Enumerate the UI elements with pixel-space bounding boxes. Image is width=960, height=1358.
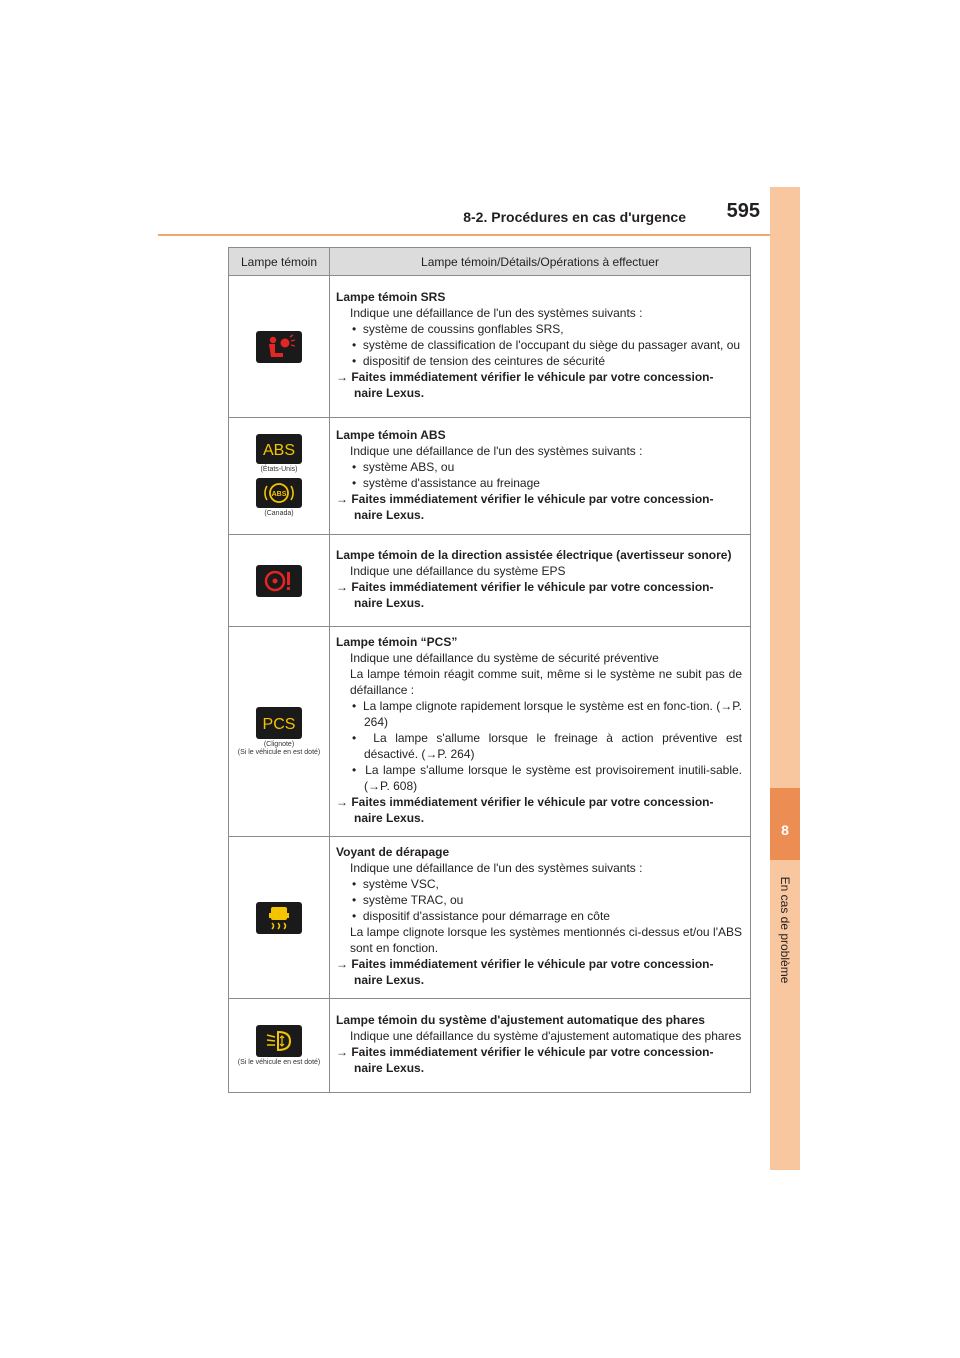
icon-cell <box>229 418 330 535</box>
row-title: Lampe témoin ABS <box>336 427 446 442</box>
table-row <box>229 837 751 999</box>
row-intro: Indique une défaillance de l'un des systèmes suivants : <box>350 861 643 875</box>
row-intro: Indique une défaillance de l'un des systèmes suivants : <box>350 443 643 458</box>
warning-lights-table <box>228 247 751 1093</box>
icon-cell <box>229 276 330 418</box>
table-row <box>229 535 751 627</box>
table-row <box>229 418 751 535</box>
detail-cell <box>330 837 751 999</box>
row-title: Lampe témoin “PCS” <box>336 635 458 649</box>
section-title: 8-2. Procédures en cas d'urgence <box>463 209 686 225</box>
svg-text:ABS: ABS <box>262 442 296 459</box>
table-row <box>229 627 751 837</box>
icon-caption: (Canada) <box>264 510 294 517</box>
table-row <box>229 999 751 1093</box>
row-intro: Indique une défaillance de l'un des systèmes suivants : <box>350 306 643 320</box>
row-title: Lampe témoin de la direction assistée électrique (avertisseur sonore) <box>336 548 732 562</box>
chapter-label: En cas de problème <box>778 876 792 984</box>
icon-cell <box>229 535 330 627</box>
list-item: • La lampe s'allume lorsque le freinage à action préventive est désactivé. (→P. 264) <box>352 731 742 761</box>
icon-cell <box>229 999 330 1093</box>
detail-cell <box>330 276 751 418</box>
list-item: • système ABS, ou <box>352 459 455 474</box>
row-text: La lampe clignote lorsque les systèmes mentionnés ci-dessus et/ou l'ABS sont en fonction. <box>350 925 742 955</box>
action-instruction: → Faites immédiatement vérifier le véhicule par votre concession-naire Lexus. <box>336 795 714 825</box>
list-item: • système TRAC, ou <box>352 893 464 907</box>
row-text: La lampe témoin réagit comme suit, même si le système ne subit pas de défaillance : <box>350 667 742 697</box>
slip-indicator-icon <box>256 902 302 934</box>
icon-cell <box>229 627 330 837</box>
row-title: Lampe témoin du système d'ajustement automatique des phares <box>336 1013 705 1027</box>
row-intro: Indique une défaillance du système d'ajustement automatique des phares <box>350 1029 742 1043</box>
svg-text:PCS: PCS <box>262 715 296 733</box>
eps-warning-icon <box>256 565 302 597</box>
table-row <box>229 276 751 418</box>
page-number: 595 <box>726 200 760 222</box>
action-instruction: → Faites immédiatement vérifier le véhicule par votre concession-naire Lexus. <box>336 491 714 522</box>
detail-cell <box>330 418 751 535</box>
list-item: • dispositif d'assistance pour démarrage en côte <box>352 909 610 923</box>
icon-caption: (Si le véhicule en est doté) <box>237 1058 321 1066</box>
icon-caption: (Clignote) (Si le véhicule en est doté) <box>237 740 321 756</box>
column-header-light: Lampe témoin <box>229 248 330 276</box>
list-item: • système d'assistance au freinage <box>352 475 540 490</box>
row-title: Lampe témoin SRS <box>336 290 446 304</box>
list-item: • dispositif de tension des ceintures de sécurité <box>352 354 606 368</box>
action-instruction: → Faites immédiatement vérifier le véhicule par votre concession-naire Lexus. <box>336 957 714 987</box>
abs-circle-icon <box>256 478 302 508</box>
list-item: • La lampe s'allume lorsque le système est provisoirement inutili-sable. (→P. 608) <box>352 763 742 793</box>
row-title: Voyant de dérapage <box>336 845 450 859</box>
headlight-leveling-icon <box>256 1025 302 1057</box>
pcs-icon <box>256 707 302 739</box>
detail-cell <box>330 627 751 837</box>
list-item: • La lampe clignote rapidement lorsque le système est en fonc-tion. (→P. 264) <box>352 699 742 729</box>
action-instruction: → Faites immédiatement vérifier le véhicule par votre concession-naire Lexus. <box>336 580 714 610</box>
list-item: • système de coussins gonflables SRS, <box>352 322 564 336</box>
header-rule <box>158 234 770 236</box>
icon-caption: (États-Unis) <box>260 466 298 473</box>
row-intro: Indique une défaillance du système de sécurité préventive <box>350 651 659 665</box>
detail-cell <box>330 535 751 627</box>
column-header-details: Lampe témoin/Détails/Opérations à effectuer <box>330 248 751 276</box>
chapter-tab <box>770 187 800 1170</box>
detail-cell <box>330 999 751 1093</box>
airbag-srs-icon <box>256 331 302 363</box>
icon-cell <box>229 837 330 999</box>
row-intro: Indique une défaillance du système EPS <box>350 564 566 578</box>
chapter-number: 8 <box>781 822 789 838</box>
list-item: • système de classification de l'occupant du siège du passager avant, ou <box>352 338 741 352</box>
table-header-row <box>229 248 751 276</box>
abs-icon <box>256 434 302 464</box>
action-instruction: → Faites immédiatement vérifier le véhicule par votre concession-naire Lexus. <box>336 370 714 400</box>
action-instruction: → Faites immédiatement vérifier le véhicule par votre concession-naire Lexus. <box>336 1045 714 1075</box>
svg-text:ABS: ABS <box>271 491 287 498</box>
list-item: • système VSC, <box>352 877 439 891</box>
